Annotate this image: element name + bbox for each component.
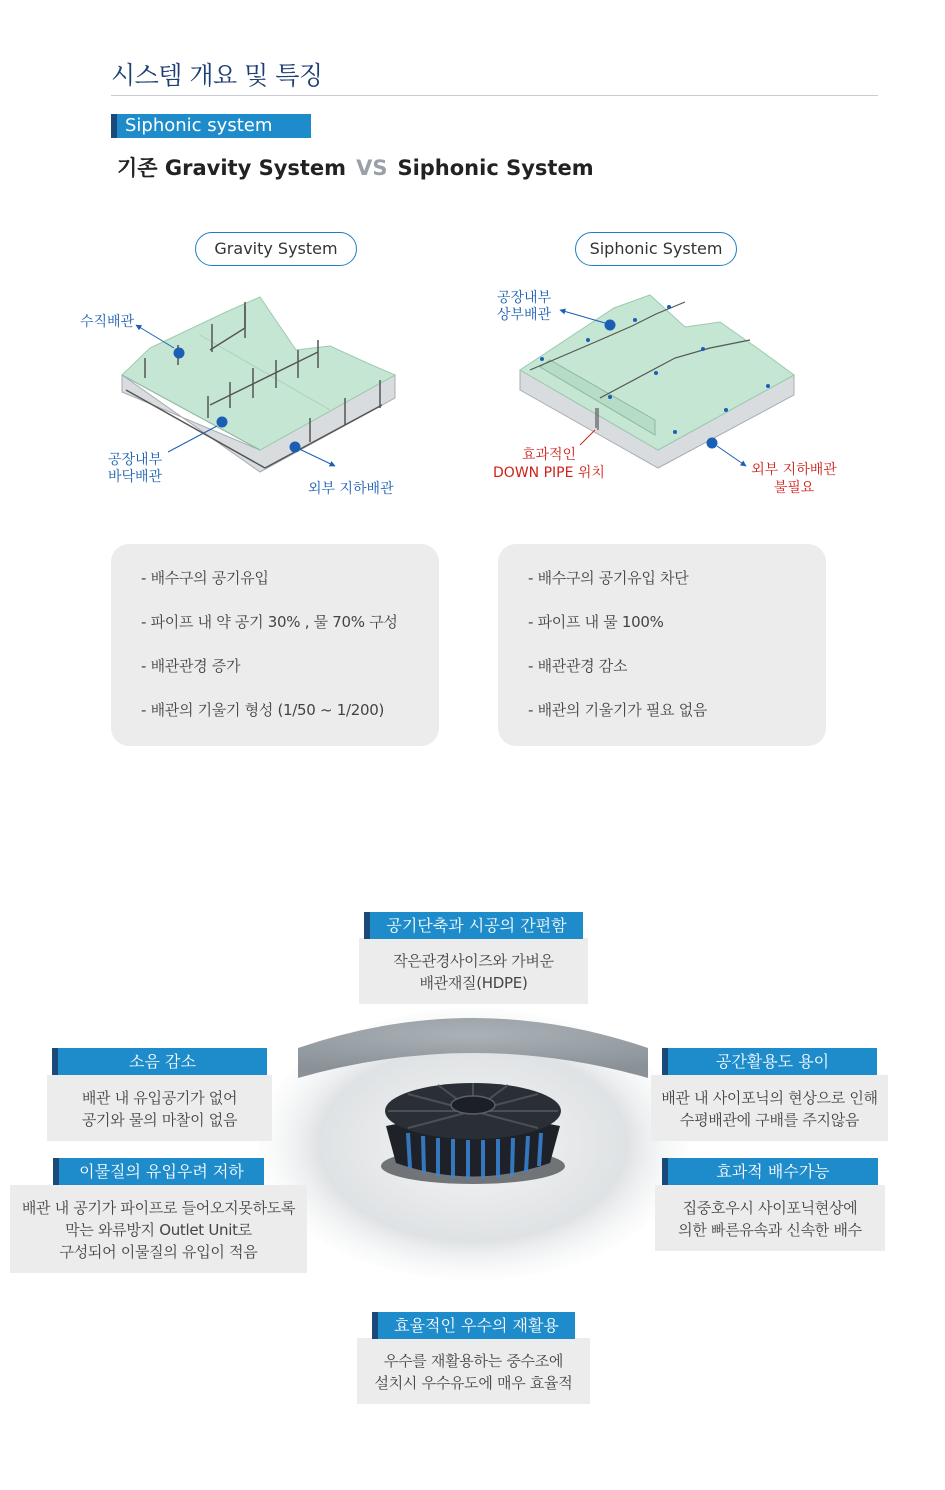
underground-pipe-label: 외부 지하배관 [308, 481, 394, 497]
benefit-body [359, 938, 588, 1004]
benefit-text: 집중호우시 사이포닉현상에 [682, 1199, 858, 1217]
benefit-text: 공기와 물의 마찰이 없음 [81, 1111, 238, 1129]
floor-pipe-label-line1: 공장내부 [108, 452, 163, 468]
siphonic-features-box [498, 544, 826, 746]
benefit-card-reuse [357, 1312, 590, 1404]
benefit-body [357, 1338, 590, 1404]
page-title: 시스템 개요 및 특징 [111, 61, 323, 90]
benefit-text: 배관 내 사이포닉의 현상으로 인해 [661, 1089, 878, 1107]
benefit-text: 배관 내 공기가 파이프로 들어오지못하도록 [21, 1199, 296, 1217]
downpipe-label-line2: DOWN PIPE 위치 [493, 465, 605, 481]
siphonic-drain-photo [258, 1008, 688, 1280]
no-underground-label-line2: 불필요 [773, 480, 815, 496]
benefit-card-drainage [655, 1158, 885, 1251]
siphonic-feature-item: - 파이프 내 물 100% [528, 613, 664, 631]
benefit-text: 의한 빠른유속과 신속한 배수 [678, 1221, 862, 1239]
downpipe-label-line1: 효과적인 [521, 447, 577, 463]
benefit-text: 막는 와류방지 Outlet Unit로 [65, 1221, 252, 1239]
siphonic-feature-item: - 배관관경 감소 [528, 657, 628, 675]
benefit-text: 수평배관에 구배를 주지않음 [679, 1111, 860, 1129]
upper-pipe-label [497, 290, 551, 324]
vertical-pipe-label: 수직배관 [80, 314, 135, 330]
siphonic-building-diagram [520, 295, 794, 468]
upper-pipe-label-line1: 공장내부 [497, 290, 552, 306]
comparison-heading [117, 152, 594, 182]
benefit-title: 소음 감소 [52, 1048, 267, 1075]
benefit-card-schedule [359, 912, 588, 1004]
benefit-text: 우수를 재활용하는 중수조에 [383, 1352, 564, 1370]
gravity-feature-item: - 배수구의 공기유입 [141, 569, 269, 587]
benefit-body [651, 1075, 888, 1141]
gravity-feature-item: - 배관의 기울기 형성 (1/50 ~ 1/200) [141, 701, 385, 719]
benefit-title: 공간활용도 용이 [662, 1048, 877, 1075]
comparison-left: 기존 Gravity System [117, 156, 347, 180]
siphonic-feature-item: - 배수구의 공기유입 차단 [528, 569, 689, 587]
benefit-text: 작은관경사이즈와 가벼운 [393, 952, 554, 970]
benefit-body [655, 1185, 885, 1251]
benefit-title: 효율적인 우수의 재활용 [372, 1312, 575, 1339]
siphonic-system-pill: Siphonic System [575, 232, 737, 266]
benefit-body [47, 1075, 272, 1141]
downpipe-label [488, 446, 610, 482]
gravity-building-diagram [122, 297, 395, 472]
gravity-system-pill: Gravity System [195, 232, 357, 266]
benefit-text: 구성되어 이물질의 유입이 적음 [59, 1243, 258, 1261]
benefit-text: 배관재질(HDPE) [419, 974, 528, 992]
floor-pipe-label [108, 452, 162, 486]
benefit-text: 배관 내 유입공기가 없어 [81, 1089, 238, 1107]
no-underground-label-line1: 외부 지하배관 [751, 462, 837, 478]
benefit-card-debris [10, 1158, 307, 1273]
benefit-card-noise [47, 1048, 272, 1141]
benefit-title: 이물질의 유입우려 저하 [53, 1158, 264, 1185]
benefit-text: 설치시 우수유도에 매우 효율적 [374, 1374, 573, 1392]
benefit-body [10, 1185, 307, 1273]
benefit-title: 효과적 배수가능 [662, 1158, 878, 1185]
floor-pipe-label-line2: 바닥배관 [108, 469, 163, 485]
comparison-vs: VS [356, 156, 388, 180]
upper-pipe-label-line2: 상부배관 [497, 307, 552, 323]
title-divider [111, 95, 878, 96]
comparison-right: Siphonic System [397, 156, 594, 180]
benefit-card-space [651, 1048, 888, 1141]
no-underground-label [746, 461, 842, 497]
gravity-feature-item: - 배관관경 증가 [141, 657, 241, 675]
gravity-feature-item: - 파이프 내 약 공기 30% , 물 70% 구성 [141, 613, 398, 631]
benefit-title: 공기단축과 시공의 간편함 [364, 912, 582, 939]
section-badge: Siphonic system [111, 114, 311, 138]
siphonic-feature-item: - 배관의 기울기가 필요 없음 [528, 701, 708, 719]
gravity-features-box [111, 544, 439, 746]
